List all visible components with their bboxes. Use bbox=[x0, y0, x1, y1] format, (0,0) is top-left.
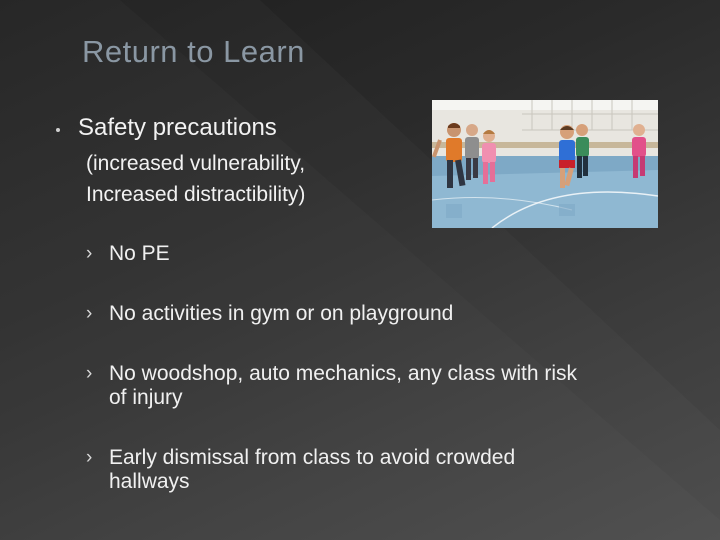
bullet-dot-icon bbox=[56, 128, 60, 132]
sub-bullet-line: No woodshop, auto mechanics, any class with risk bbox=[109, 362, 578, 385]
sub-note-line: (increased vulnerability, bbox=[86, 152, 306, 175]
sub-bullet-text bbox=[109, 446, 669, 494]
sub-bullet-line: No PE bbox=[109, 242, 170, 265]
chevron-right-icon: › bbox=[86, 243, 93, 264]
sub-note-line: Increased distractibility) bbox=[86, 183, 306, 206]
sub-bullet-text bbox=[109, 362, 669, 410]
children-running-in-gym-photo-icon bbox=[432, 100, 658, 228]
children-running-photo bbox=[432, 100, 658, 228]
chevron-right-icon: › bbox=[86, 363, 93, 384]
chevron-right-icon: › bbox=[86, 303, 93, 324]
sub-bullet-line: of injury bbox=[109, 386, 183, 409]
sub-bullet-line: Early dismissal from class to avoid crowded bbox=[109, 446, 516, 469]
sub-bullet-line: hallways bbox=[109, 470, 190, 493]
sub-bullet-text bbox=[109, 302, 669, 326]
sub-bullet-line: No activities in gym or on playground bbox=[109, 302, 454, 325]
main-bullet-text: Safety precautions bbox=[78, 114, 277, 141]
slide-title: Return to Learn bbox=[82, 34, 305, 69]
sub-bullet-text bbox=[109, 242, 669, 266]
chevron-right-icon: › bbox=[86, 447, 93, 468]
sub-note bbox=[86, 148, 305, 210]
